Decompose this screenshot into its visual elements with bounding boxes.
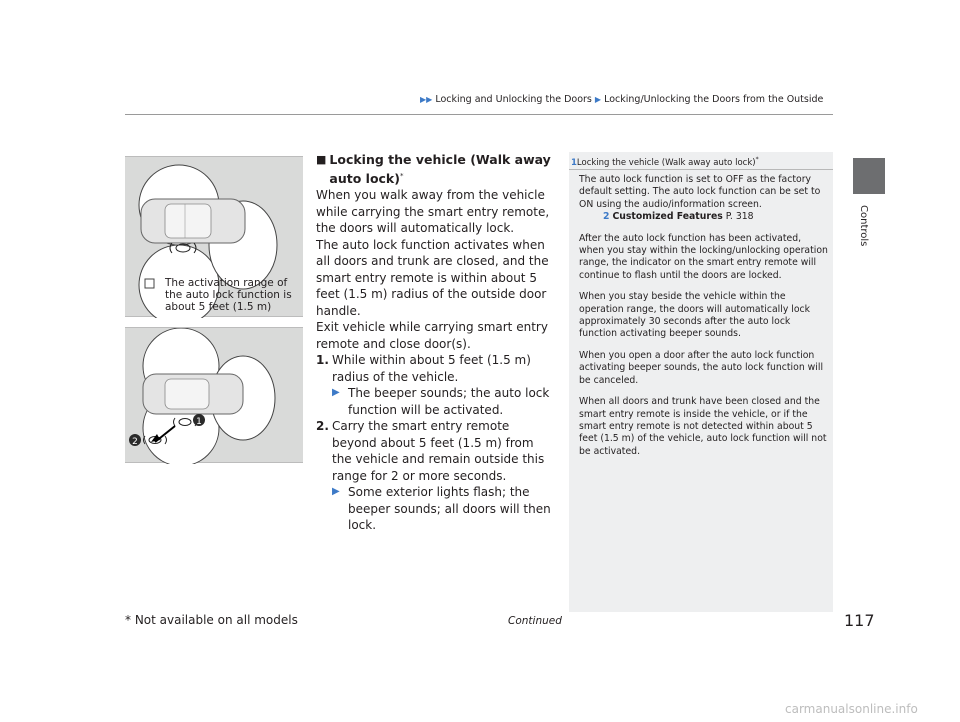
breadcrumb-arrow-icon: ▶ — [594, 95, 602, 104]
cross-reference-link[interactable] — [579, 211, 829, 223]
step-item — [316, 352, 554, 385]
note-paragraph: When you stay beside the vehicle within the operation range, the doors will automatically lock approximately 30 seconds after the auto lock function activating beeper sounds. — [579, 291, 811, 340]
paragraph: When you walk away from the vehicle while carrying the smart entry remote, the doors will automatically lock. — [316, 188, 550, 236]
paragraph: The auto lock function activates when all doors and trunk are closed, and the smart entry remote is within about 5 feet (1.5 m) radius of the outside door handle. — [316, 237, 549, 318]
note-heading-text: Locking the vehicle (Walk away auto lock) — [576, 157, 756, 168]
result-text: The beeper sounds; the auto lock function will be activated. — [348, 386, 550, 417]
cross-reference-title: Customized Features — [612, 211, 723, 223]
note-paragraph: After the auto lock function has been activated, when you stay within the locking/unlocking operation range, the indicator on the smart entry remote will continue to flash until the doors are locked. — [579, 232, 828, 281]
walk-away-figure — [125, 327, 303, 463]
heading-mark: * — [399, 172, 404, 180]
step-number: 1. — [316, 353, 329, 368]
note-body — [579, 174, 829, 467]
header-divider — [125, 114, 833, 115]
breadcrumb-subsection: Locking/Unlocking the Doors from the Outside — [604, 94, 824, 105]
step-result — [316, 484, 554, 534]
result-arrow-icon: ▶ — [332, 486, 340, 498]
heading-text: Locking the vehicle (Walk away auto lock) — [329, 152, 551, 187]
figure-caption: The activation range of the auto lock function is about 5 feet (1.5 m) — [165, 277, 292, 313]
breadcrumb-section: Locking and Unlocking the Doors — [435, 94, 592, 105]
result-arrow-icon: ▶ — [332, 387, 340, 399]
walk-away-illustration — [125, 328, 303, 464]
watermark: carmanualsonline.info — [785, 702, 918, 716]
step-item — [316, 418, 554, 484]
callout-2-label: 2 — [132, 437, 138, 447]
chapter-tab-label: Controls — [858, 205, 869, 247]
step-result — [316, 385, 554, 418]
note-reference-icon: 1 — [571, 157, 577, 168]
section-heading — [316, 152, 554, 187]
step-text: While within about 5 feet (1.5 m) radius of the vehicle. — [332, 353, 531, 384]
note-paragraph: When all doors and trunk have been closed and the smart entry remote is inside the vehicle, or if the smart entry remote is not detected within about 5 feet (1.5 m) of the vehicle, auto lock function will not be activated. — [579, 396, 827, 457]
breadcrumb — [420, 94, 823, 105]
heading-square-icon: ■ — [316, 153, 327, 166]
activation-range-figure — [125, 156, 303, 317]
page-number: 117 — [844, 611, 875, 630]
paragraph: Exit vehicle while carrying smart entry remote and close door(s). — [316, 320, 548, 351]
step-text: Carry the smart entry remote beyond about 5 feet (1.5 m) from the vehicle and remain outside this range for 2 or more seconds. — [332, 419, 545, 483]
chapter-tab-marker — [853, 158, 885, 194]
note-heading — [569, 156, 833, 168]
cross-reference-page: P. 318 — [725, 211, 754, 223]
note-paragraph: When you open a door after the auto lock function activating beeper sounds, the auto lock function will be canceled. — [579, 349, 824, 386]
note-sidebar — [569, 152, 833, 612]
note-paragraph — [579, 174, 829, 224]
breadcrumb-arrow-icon: ▶▶ — [420, 95, 433, 104]
callout-1-label: 1 — [196, 417, 202, 427]
note-divider — [569, 169, 833, 170]
note-heading-mark: * — [755, 156, 759, 163]
footnote: * Not available on all models — [125, 613, 298, 627]
main-content — [316, 152, 554, 534]
step-number: 2. — [316, 419, 329, 434]
cross-reference-icon: 2 — [603, 211, 610, 223]
result-text: Some exterior lights flash; the beeper sounds; all doors will then lock. — [348, 485, 551, 533]
continued-label: Continued — [508, 615, 562, 627]
note-text: The auto lock function is set to OFF as the factory default setting. The auto lock function can be set to ON using the audio/information screen. — [579, 174, 821, 210]
